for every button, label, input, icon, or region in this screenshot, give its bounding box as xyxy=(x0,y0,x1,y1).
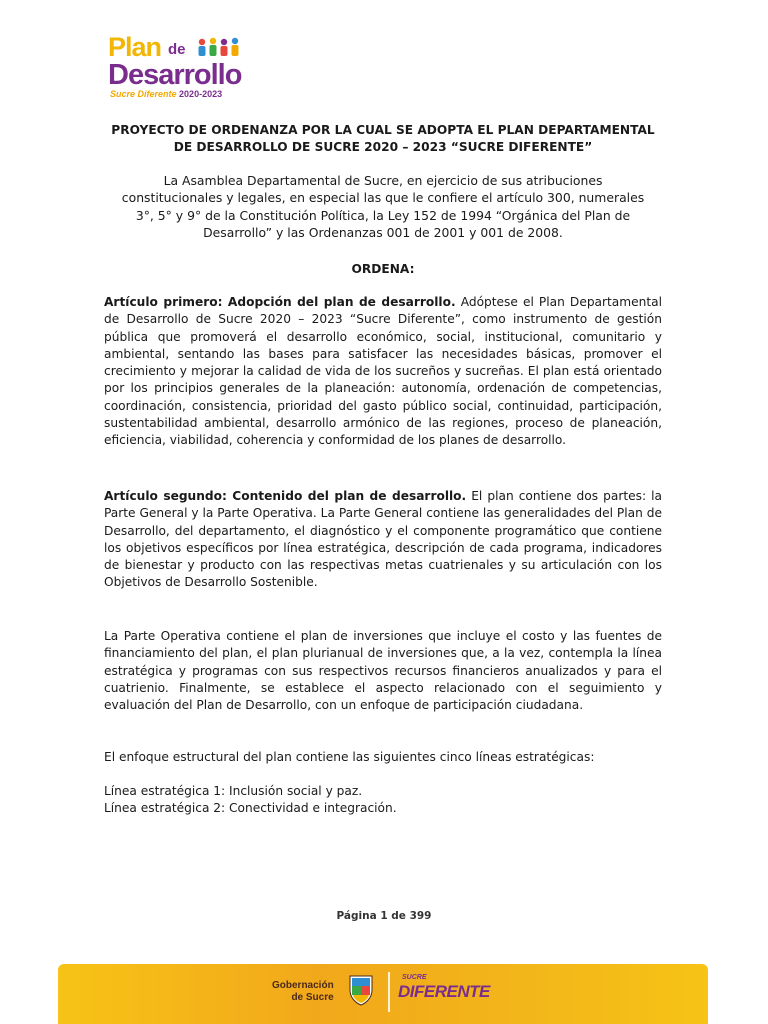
article-second xyxy=(104,488,662,592)
article-first-heading: Artículo primero: Adopción del plan de desarrollo. xyxy=(104,295,456,309)
diferente-label: DIFERENTE xyxy=(398,982,490,1001)
logo-sub-brand: Sucre Diferente xyxy=(110,89,177,99)
sucre-small-label: SUCRE xyxy=(402,974,427,981)
article-second-text: El plan contiene dos partes: la Parte General y la Parte Operativa. La Parte General contiene las generalidades del Plan de Desarrollo, del departamento, el diagnóstico y el componente programático que contiene los objetivos específicos por línea estratégica, descripción de cada programa, indicadores de bienestar y producto con las respectivas metas cuatrienales y su articulación con los Objetivos de Desarrollo Sostenible. xyxy=(104,489,662,590)
strategic-line-2: Línea estratégica 2: Conectividad e integración. xyxy=(104,801,397,816)
gobernacion-line-2: de Sucre xyxy=(291,992,334,1003)
footer-band xyxy=(58,964,708,1024)
logo-years: 2020-2023 xyxy=(179,89,223,99)
article-second-heading: Artículo segundo: Contenido del plan de desarrollo. xyxy=(104,489,467,503)
plan-de-desarrollo-logo xyxy=(108,34,248,100)
logo-de-text: de xyxy=(168,41,186,58)
paragraph-enfoque: El enfoque estructural del plan contiene las siguientes cinco líneas estratégicas: xyxy=(104,750,595,764)
children-figures-icon xyxy=(196,36,242,60)
logo-subtitle xyxy=(110,89,222,99)
footer-divider xyxy=(388,972,390,1012)
title-line-1: PROYECTO DE ORDENANZA POR LA CUAL SE ADOPTA EL PLAN DEPARTAMENTAL xyxy=(111,123,655,137)
strategic-line-1: Línea estratégica 1: Inclusión social y paz. xyxy=(104,784,363,798)
ordena-heading: ORDENA: xyxy=(351,262,415,276)
coat-of-arms-icon xyxy=(348,974,374,1006)
gobernacion-label xyxy=(272,980,334,1004)
logo-desarrollo-text: Desarrollo xyxy=(108,59,242,91)
title-line-2: DE DESARROLLO DE SUCRE 2020 – 2023 “SUCRE DIFERENTE” xyxy=(173,140,593,154)
page-number: Página 1 de 399 xyxy=(336,910,432,922)
article-first-text: Adóptese el Plan Departamental de Desarrollo de Sucre 2020 – 2023 “Sucre Diferente”, como instrumento de gestión pública que promoverá el desarrollo económico, social, institucional, comunitario y ambiental, sentando las bases para satisfacer las necesidades básicas, promover el crecimiento y mejorar la calidad de vida de los sucreños y sucreñas. El plan está orientado por los principios generales de la planeación: autonomía, ordenación de competencias, coordinación, consistencia, prioridad del gasto público social, continuidad, participación, sustentabilidad ambiental, desarrollo armónico de las regiones, proceso de planeación, eficiencia, viabilidad, coherencia y conformidad de los planes de desarrollo. xyxy=(104,295,663,448)
intro-paragraph: La Asamblea Departamental de Sucre, en ejercicio de sus atribuciones constitucionales y legales, en especial las que le confiere el artículo 300, numerales 3°, 5° y 9° de la Constitución Política, la Ley 152 de 1994 “Orgánica del Plan de Desarrollo” y las Ordenanzas 001 de 2001 y 001 de 2008. xyxy=(121,173,645,240)
gobernacion-line-1: Gobernación xyxy=(272,980,334,991)
article-first xyxy=(104,294,662,450)
logo-plan-text: Plan xyxy=(108,32,162,62)
strategic-lines-list xyxy=(104,783,662,818)
document-title xyxy=(104,122,662,156)
paragraph-operativa: La Parte Operativa contiene el plan de inversiones que incluye el costo y las fuentes de financiamiento del plan, el plan plurianual de inversiones que, a la vez, contempla la línea estratégica y programas con sus respectivos recursos financieros anualizados y para el cuatrienio. Finalmente, se establece el aspecto relacionado con el seguimiento y evaluación del Plan de Desarrollo, con un enfoque de participación ciudadana. xyxy=(104,629,662,713)
